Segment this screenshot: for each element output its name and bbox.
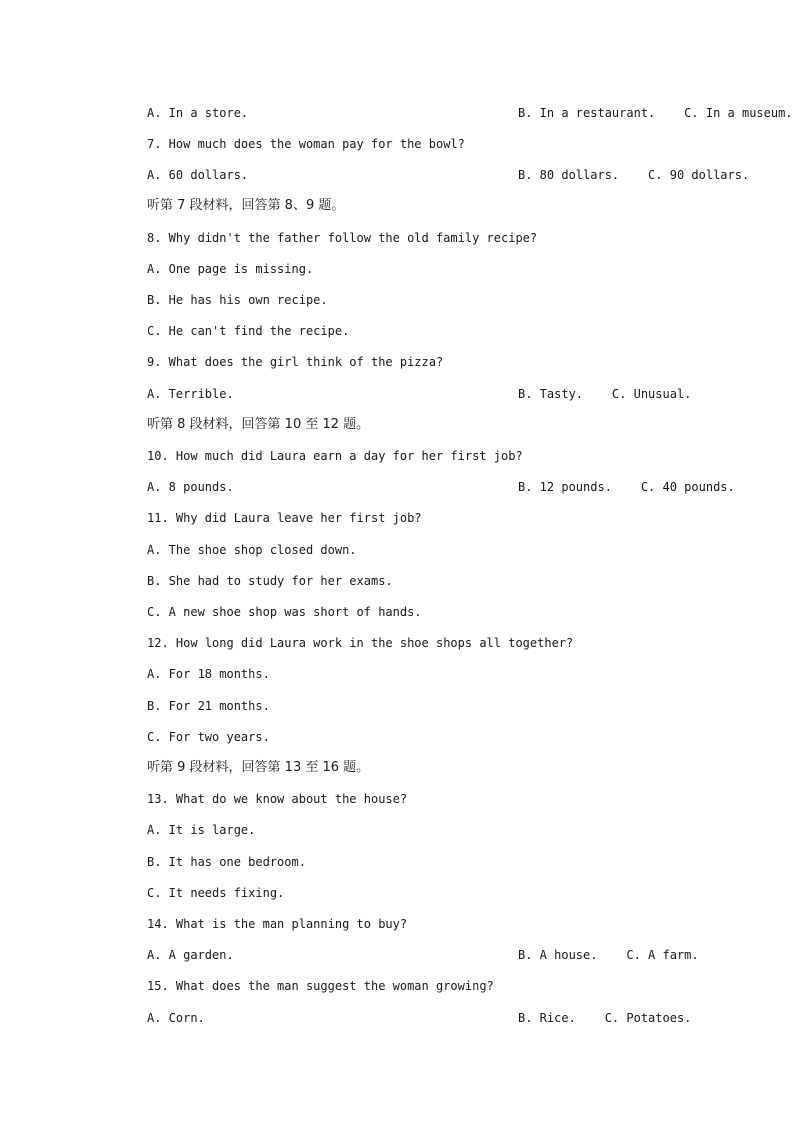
option-a: A. A garden. — [147, 948, 234, 962]
section-instruction: 听第 7 段材料，回答第 8、9 题。 — [147, 198, 345, 213]
options-line — [147, 384, 692, 404]
option-text: C. A new shoe shop was short of hands. — [147, 605, 422, 619]
option-text: B. It has one bedroom. — [147, 855, 306, 869]
options-b-c: B. Tasty. C. Unusual. — [518, 387, 692, 401]
question-text: 13. What do we know about the house? — [147, 792, 408, 806]
options-line — [147, 103, 793, 123]
option-a: A. 60 dollars. — [147, 168, 249, 182]
question-text: 9. What does the girl think of the pizza? — [147, 355, 444, 369]
options-line — [147, 165, 750, 185]
options-b-c: B. A house. C. A farm. — [518, 948, 699, 962]
options-line — [147, 477, 735, 497]
option-text: C. For two years. — [147, 730, 270, 744]
options-b-c: B. In a restaurant. C. In a museum. — [518, 106, 793, 120]
options-b-c: B. 80 dollars. C. 90 dollars. — [518, 168, 750, 182]
option-a: A. 8 pounds. — [147, 480, 234, 494]
option-text: A. One page is missing. — [147, 262, 314, 276]
section-instruction: 听第 9 段材料，回答第 13 至 16 题。 — [147, 760, 370, 775]
option-text: C. It needs fixing. — [147, 886, 285, 900]
option-text: A. It is large. — [147, 823, 256, 837]
option-text: A. The shoe shop closed down. — [147, 543, 357, 557]
option-a: A. In a store. — [147, 106, 249, 120]
options-b-c: B. Rice. C. Potatoes. — [518, 1011, 692, 1025]
option-a: A. Terrible. — [147, 387, 234, 401]
question-text: 8. Why didn't the father follow the old family recipe? — [147, 231, 538, 245]
question-text: 11. Why did Laura leave her first job? — [147, 511, 422, 525]
option-text: A. For 18 months. — [147, 667, 270, 681]
question-text: 15. What does the man suggest the woman growing? — [147, 979, 494, 993]
question-text: 12. How long did Laura work in the shoe shops all together? — [147, 636, 574, 650]
question-text: 10. How much did Laura earn a day for her first job? — [147, 449, 523, 463]
options-line — [147, 945, 699, 965]
option-text: B. She had to study for her exams. — [147, 574, 393, 588]
option-text: C. He can't find the recipe. — [147, 324, 350, 338]
option-text: B. For 21 months. — [147, 699, 270, 713]
options-line — [147, 1008, 692, 1028]
question-text: 14. What is the man planning to buy? — [147, 917, 408, 931]
question-text: 7. How much does the woman pay for the bowl? — [147, 137, 465, 151]
options-b-c: B. 12 pounds. C. 40 pounds. — [518, 480, 735, 494]
option-a: A. Corn. — [147, 1011, 205, 1025]
option-text: B. He has his own recipe. — [147, 293, 328, 307]
section-instruction: 听第 8 段材料，回答第 10 至 12 题。 — [147, 417, 370, 432]
